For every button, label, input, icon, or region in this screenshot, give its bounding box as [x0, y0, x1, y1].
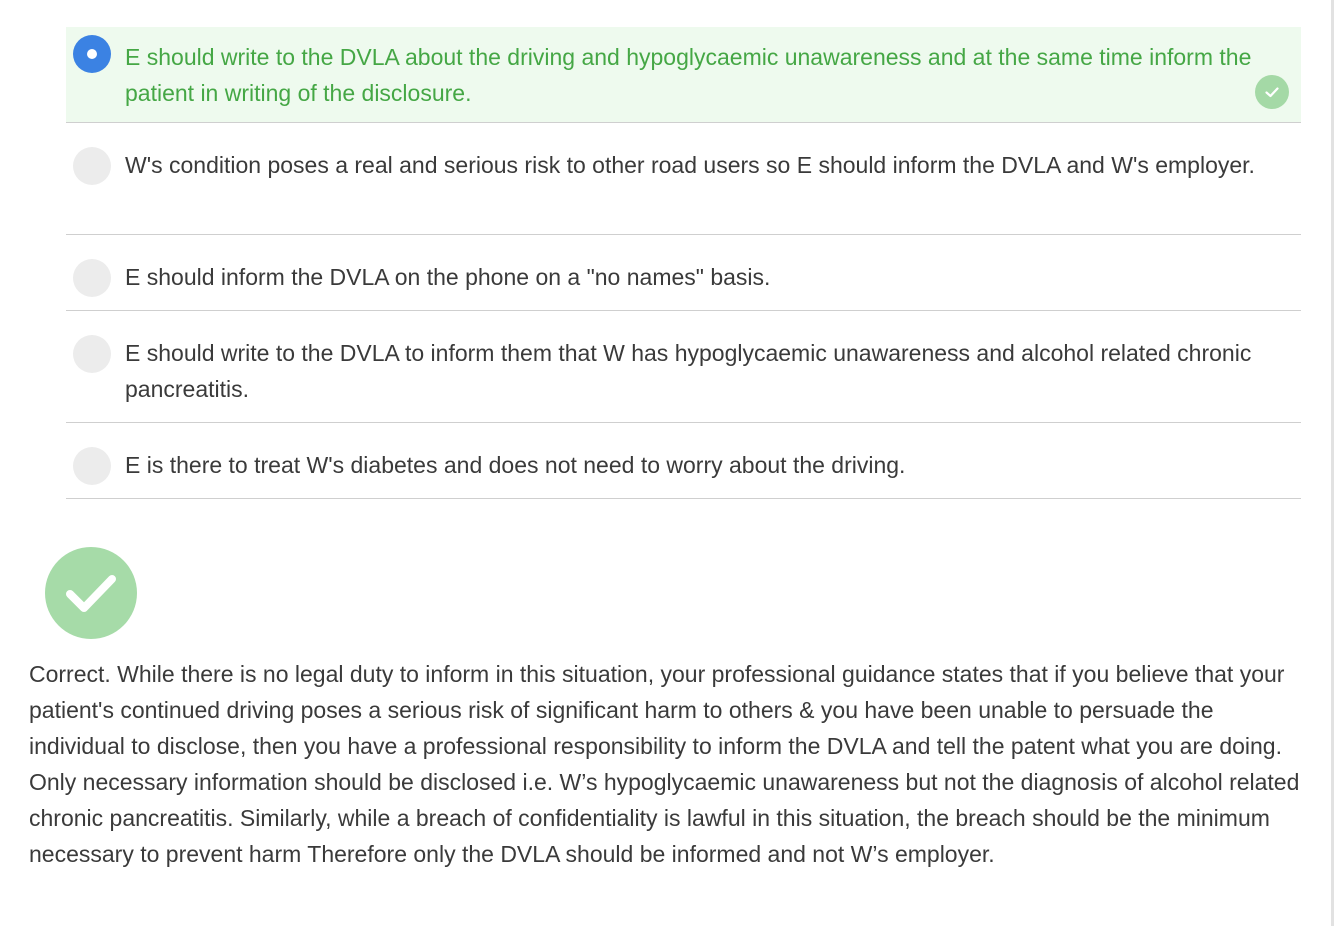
correct-check-icon: [1255, 75, 1289, 109]
checkmark-icon: [45, 547, 137, 639]
answer-option-5[interactable]: [66, 423, 1301, 499]
radio-unselected-icon[interactable]: [73, 259, 111, 297]
answer-option-text: E should write to the DVLA to inform them that W has hypoglycaemic unawareness and alcohol related chronic pancreatitis.: [125, 340, 1252, 402]
radio-unselected-icon[interactable]: [73, 447, 111, 485]
answer-option-2[interactable]: [66, 123, 1301, 235]
answer-option-4[interactable]: [66, 311, 1301, 423]
answer-option-text: W's condition poses a real and serious risk to other road users so E should inform the DVLA and W's employer.: [125, 152, 1255, 178]
answer-option-1[interactable]: [66, 27, 1301, 123]
answer-option-3[interactable]: [66, 235, 1301, 311]
radio-selected-icon[interactable]: [73, 35, 111, 73]
radio-unselected-icon[interactable]: [73, 335, 111, 373]
answer-explanation: Correct. While there is no legal duty to inform in this situation, your professional guidance states that if you believe that your patient's continued driving poses a serious risk of significant harm to others & you have been unable to persuade the individual to disclose, then you have a professional responsibility to inform the DVLA and tell the patent what you are doing. Only necessary information should be disclosed i.e. W’s hypoglycaemic unawareness but not the diagnosis of alcohol related chronic pancreatitis. Similarly, while a breach of confidentiality is lawful in this situation, the breach should be the minimum necessary to prevent harm Therefore only the DVLA should be informed and not W’s employer.: [29, 661, 1300, 867]
answer-option-text: E should write to the DVLA about the driving and hypoglycaemic unawareness and at the same time inform the patient in writing of the disclosure.: [125, 44, 1252, 106]
answer-option-text: E is there to treat W's diabetes and does not need to worry about the driving.: [125, 452, 906, 478]
answer-option-text: E should inform the DVLA on the phone on a "no names" basis.: [125, 264, 771, 290]
answer-options: [66, 27, 1301, 499]
radio-unselected-icon[interactable]: [73, 147, 111, 185]
